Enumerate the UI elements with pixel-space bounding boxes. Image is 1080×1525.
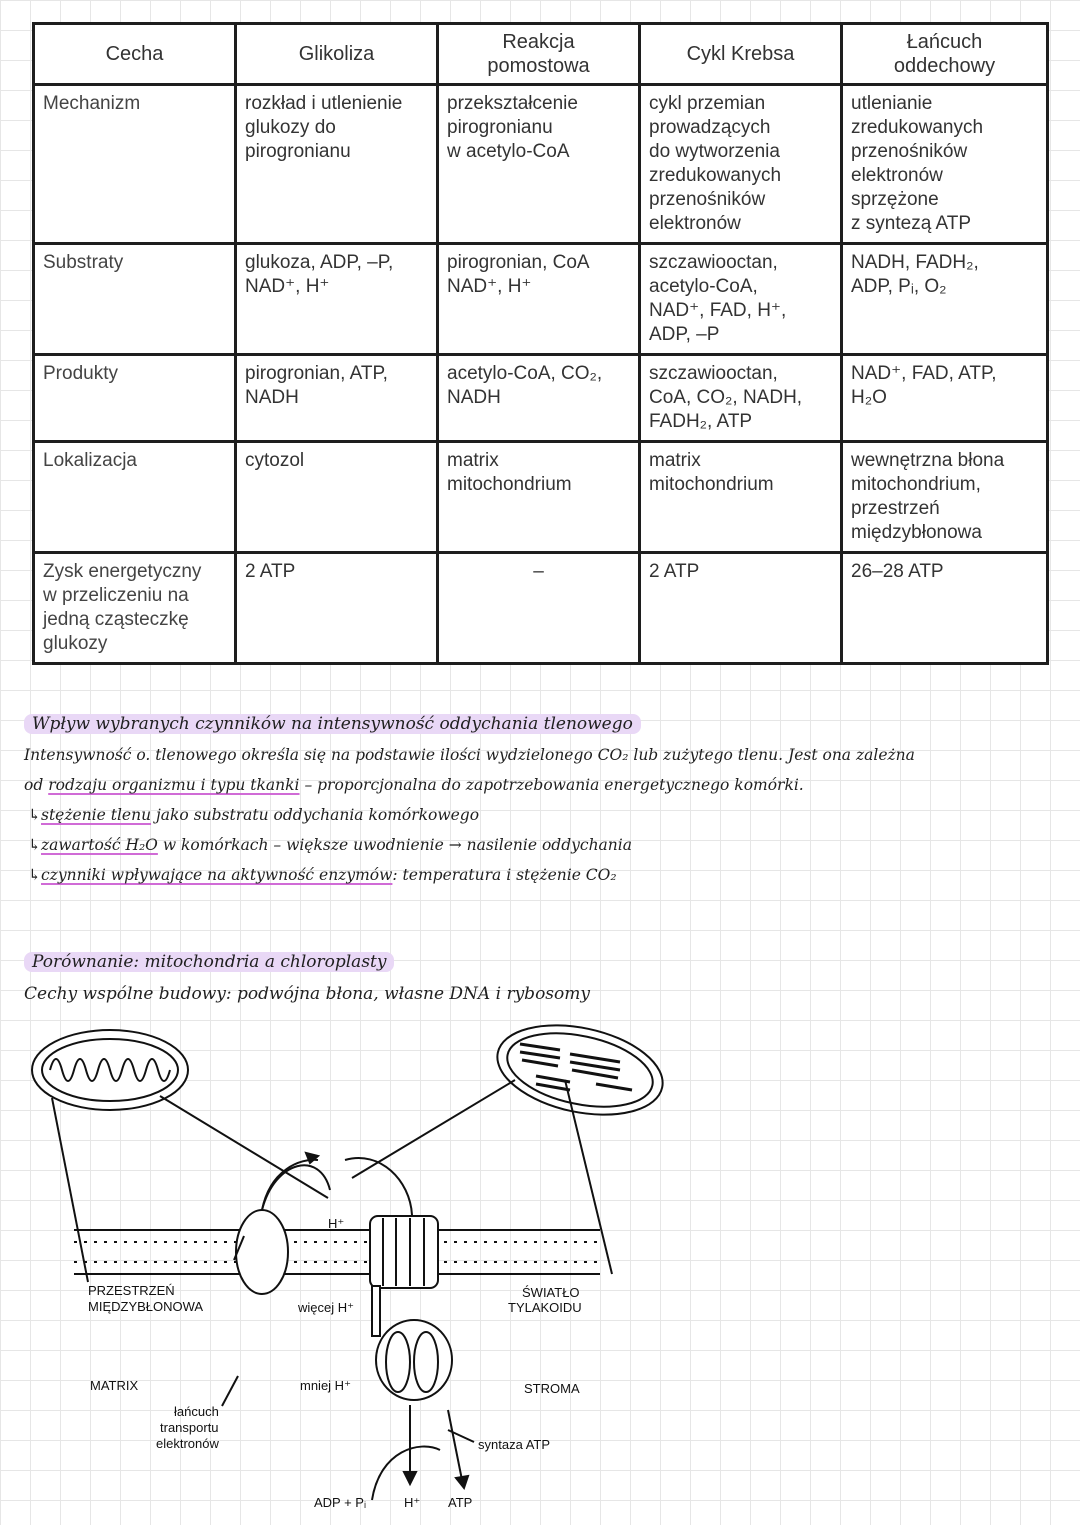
label-adp: ADP + Pᵢ	[314, 1495, 367, 1510]
row-label: Substraty	[34, 244, 236, 355]
label-less-h: mniej H⁺	[300, 1378, 351, 1393]
table-cell: pirogronian, ATP, NADH	[236, 355, 438, 442]
bullet-item: ↳stężenie tlenu jako substratu oddychania komórkowego	[28, 806, 480, 824]
notes-intro-line2: od rodzaju organizmu i typu tkanki – proporcjonalna do zapotrzebowania energetycznego komórki.	[24, 776, 804, 794]
table-cell: przekształcenie pirogronianu w acetylo-CoA	[438, 85, 640, 244]
header-cykl-krebsa: Cykl Krebsa	[640, 24, 842, 85]
table-cell: szczawiooctan, CoA, CO₂, NADH, FADH₂, ATP	[640, 355, 842, 442]
label-matrix: MATRIX	[90, 1378, 139, 1393]
electron-transport-complex	[236, 1210, 288, 1294]
label-chain-3: elektronów	[156, 1436, 219, 1451]
label-stroma: STROMA	[524, 1381, 580, 1396]
table-cell: glukoza, ADP, –P, NAD⁺, H⁺	[236, 244, 438, 355]
membrane-diagram	[0, 1010, 1080, 1525]
label-intermembrane-1: PRZESTRZEŃ	[88, 1283, 175, 1298]
table-cell: 2 ATP	[236, 553, 438, 664]
table-cell: matrix mitochondrium	[438, 442, 640, 553]
table-row	[34, 355, 1048, 442]
table-row	[34, 85, 1048, 244]
chloroplast-icon	[489, 1011, 671, 1128]
label-intermembrane-2: MIĘDZYBŁONOWA	[88, 1299, 204, 1314]
table-cell: 26–28 ATP	[842, 553, 1048, 664]
label-atp: ATP	[448, 1495, 473, 1510]
header-lancuch-oddechowy: Łańcuch oddechowy	[842, 24, 1048, 85]
notes-intro-line1: Intensywność o. tlenowego określa się na podstawie ilości wydzielonego CO₂ lub zużytego tlenu. Jest ona zależna	[24, 746, 915, 764]
label-h-bottom: H⁺	[404, 1495, 421, 1510]
table-cell: utlenianie zredukowanych przenośników elektronów sprzężone z syntezą ATP	[842, 85, 1048, 244]
table-row	[34, 244, 1048, 355]
label-lumen-2: TYLAKOIDU	[508, 1300, 582, 1315]
table-row	[34, 442, 1048, 553]
row-label: Mechanizm	[34, 85, 236, 244]
header-cecha: Cecha	[34, 24, 236, 85]
table-cell: cykl przemian prowadzących do wytworzenia zredukowanych przenośników elektronów	[640, 85, 842, 244]
comparison-table	[32, 22, 1049, 665]
row-label: Lokalizacja	[34, 442, 236, 553]
label-chain-1: łańcuch	[174, 1404, 219, 1419]
table-cell: 2 ATP	[640, 553, 842, 664]
table-cell: rozkład i utlenienie glukozy do pirogronianu	[236, 85, 438, 244]
label-lumen-1: ŚWIATŁO	[522, 1285, 580, 1300]
label-synthase: syntaza ATP	[478, 1437, 551, 1452]
bullet-item: ↳czynniki wpływające na aktywność enzymów: temperatura i stężenie CO₂	[28, 866, 617, 884]
row-label: Produkty	[34, 355, 236, 442]
bullet-item: ↳zawartość H₂O w komórkach – większe uwodnienie → nasilenie oddychania	[28, 836, 632, 854]
table-row	[34, 553, 1048, 664]
table-cell: acetylo-CoA, CO₂, NADH	[438, 355, 640, 442]
comparison-heading: Porównanie: mitochondria a chloroplasty	[24, 952, 394, 972]
table-cell: NADH, FADH₂, ADP, Pᵢ, O₂	[842, 244, 1048, 355]
label-chain-2: transportu	[160, 1420, 219, 1435]
table-header-row	[34, 24, 1048, 85]
table-cell: NAD⁺, FAD, ATP, H₂O	[842, 355, 1048, 442]
table-cell: –	[438, 553, 640, 664]
header-reakcja-pomostowa: Reakcja pomostowa	[438, 24, 640, 85]
table-cell: matrix mitochondrium	[640, 442, 842, 553]
table-cell: wewnętrzna błona mitochondrium, przestrzeń międzybłonowa	[842, 442, 1048, 553]
label-more-h: więcej H⁺	[298, 1300, 354, 1315]
comparison-text: Cechy wspólne budowy: podwójna błona, własne DNA i rybosomy	[24, 984, 590, 1004]
notes-heading: Wpływ wybranych czynników na intensywność oddychania tlenowego	[24, 714, 641, 734]
table-cell: cytozol	[236, 442, 438, 553]
row-label: Zysk energetyczny w przeliczeniu na jedną cząsteczkę glukozy	[34, 553, 236, 664]
header-glikoliza: Glikoliza	[236, 24, 438, 85]
table-cell: pirogronian, CoA NAD⁺, H⁺	[438, 244, 640, 355]
label-h-top: H⁺	[328, 1216, 345, 1231]
atp-synthase	[370, 1216, 452, 1400]
table-cell: szczawiooctan, acetylo-CoA, NAD⁺, FAD, H⁺, ADP, –P	[640, 244, 842, 355]
lipid-bilayer	[74, 1230, 600, 1274]
